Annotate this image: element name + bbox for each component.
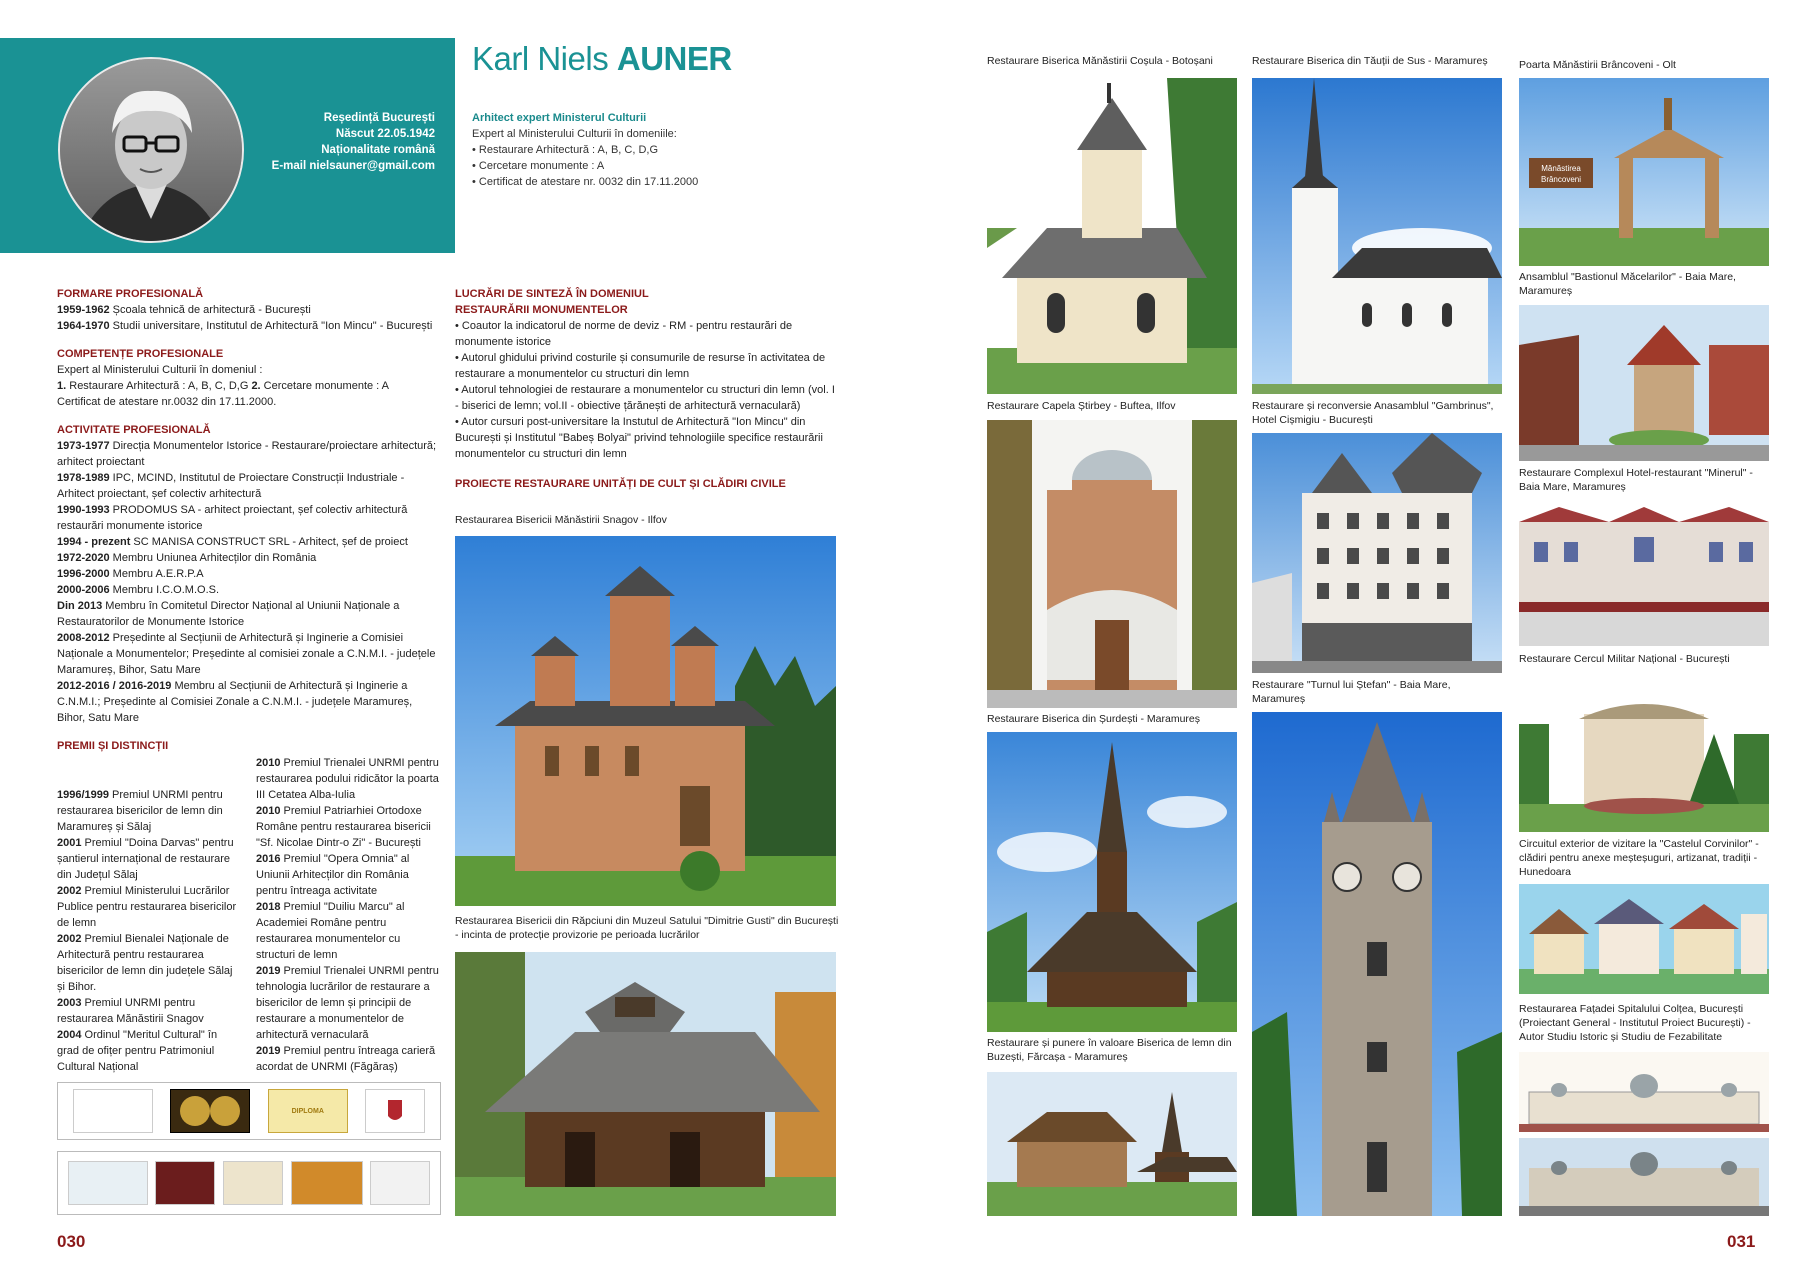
medal-thumbnail: [170, 1089, 250, 1133]
certificate-thumbnail: [223, 1161, 283, 1205]
text-line: Certificat de atestare nr.0032 din 17.11.2000.: [57, 396, 277, 408]
list-item: 2002 Premiul Bienalei Naționale de Arhitectură pentru restaurarea bisericilor de lemn din județele Sălaj și Bihor.: [57, 933, 233, 993]
list-item: 1994 - prezent SC MANISA CONSTRUCT SRL - Arhitect, șef de proiect: [57, 536, 408, 548]
expert-line: • Cercetare monumente : A: [472, 160, 605, 172]
church-photo: [455, 952, 836, 1216]
church-photo: [1252, 78, 1502, 394]
church-photo: [987, 78, 1237, 394]
expert-line: • Restaurare Arhitectură : A, B, C, D,G: [472, 144, 659, 156]
list-item: 2000-2006 Membru I.C.O.M.O.S.: [57, 584, 220, 596]
page-title: Karl Niels AUNER: [472, 40, 732, 77]
section-heading: PROIECTE RESTAURARE UNITĂȚI DE CULT ȘI CLĂDIRI CIVILE: [455, 478, 786, 490]
list-item: 1964-1970 Studii universitare, Institutul de Arhitectură "Ion Mincu" - București: [57, 320, 433, 332]
list-item: 1990-1993 PRODOMUS SA - arhitect proiectant, șef colectiv arhitectură restaurări monumente istorice: [57, 504, 408, 532]
award-images-row-2: [57, 1151, 441, 1215]
list-item: 1972-2020 Membru Uniunea Arhitecților din România: [57, 552, 317, 564]
caption: Restaurare Capela Știrbey - Buftea, Ilfov: [987, 400, 1176, 412]
sign-text: Brâncoveni: [1540, 175, 1582, 184]
list-item: 2002 Premiul Ministerului Lucrărilor Publice pentru restaurarea bisericilor de lemn: [57, 885, 237, 929]
awards-list-b: [256, 755, 442, 1075]
profile-details: [272, 110, 435, 174]
gate-photo: [1519, 78, 1769, 266]
caption: Restaurare Biserica Mănăstirii Coșula - Botoșani: [987, 55, 1213, 67]
caption: Restaurare și punere în valoare Biserica de lemn din Buzești, Fărcașa - Maramureș: [987, 1037, 1232, 1063]
list-item: 2012-2016 / 2016-2019 Membru al Secțiunii de Arhitectură și Inginerie a C.N.M.I.; Președinte al Comisiei Zonale a C.N.M.I. - județele Maramureș, Bihor, Satu Mare: [57, 680, 413, 724]
diploma-thumbnail: [155, 1161, 215, 1205]
drawing: [1519, 1052, 1769, 1132]
certificate-thumbnail: [68, 1161, 148, 1205]
page-number-left: 030: [57, 1232, 86, 1251]
list-item: 2008-2012 Președinte al Secțiunii de Arhitectură și Inginerie a Comisiei Naționale a Monumentelor; Președinte al comisiei zonale a C.N.M.I. - județele Maramureș, Bihor, Satu Mare: [57, 632, 436, 676]
expert-line: • Certificat de atestare nr. 0032 din 17.11.2000: [472, 176, 699, 188]
text-line: 1. Restaurare Arhitectură : A, B, C, D,G 2. Cercetare monumente : A: [57, 380, 390, 392]
portrait-photo: [60, 59, 242, 241]
nationality: Naționalitate română: [321, 144, 435, 156]
sign-text: Mănăstirea: [1541, 164, 1581, 173]
caption: Restaurarea Bisericii Mănăstirii Snagov - Ilfov: [455, 514, 667, 526]
list-item: 2016 Premiul "Opera Omnia" al Uniunii Arhitecților din România pentru întreaga activitate: [256, 853, 410, 897]
residence: Reședință București: [323, 112, 435, 124]
caption: Restaurare și reconversie Anasamblul "Gambrinus", Hotel Cișmigiu - București: [1252, 400, 1494, 426]
born: Născut 22.05.1942: [335, 128, 435, 140]
section-heading: LUCRĂRI DE SINTEZĂ ÎN DOMENIUL RESTAURĂRII MONUMENTELOR: [455, 288, 649, 316]
caption: Restaurare Complexul Hotel-restaurant "Minerul" - Baia Mare, Maramureș: [1519, 467, 1753, 493]
bullet-item: • Autorul ghidului privind costurile și consumurile de resurse în activitatea de restaurare a monumentelor cu structuri din lemn: [455, 352, 826, 380]
email[interactable]: E-mail nielsauner@gmail.com: [271, 160, 435, 172]
bullet-item: • Autor cursuri post-universitare la Instutul de Arhitectură "Ion Mincu" din București și Institutul "Babeș Bolyai" privind tehnologiile specifice restaurării monumentelor cu structuri din lemn: [455, 416, 823, 460]
caption: Restaurare Biserica din Tăuții de Sus - Maramureș: [1252, 55, 1488, 67]
award-images-row-1: [57, 1082, 441, 1140]
building-photo: [1519, 1138, 1769, 1216]
text-line: Expert al Ministerului Culturii în domeniul :: [57, 364, 263, 376]
certificate-thumbnail: [365, 1089, 425, 1133]
drawing: [1519, 884, 1769, 994]
building-photo: [1519, 502, 1769, 646]
church-photo: [987, 1072, 1237, 1216]
diploma-thumbnail: DIPLOMA: [268, 1089, 348, 1133]
column-left: [57, 286, 442, 754]
list-item: 1978-1989 IPC, MCIND, Institutul de Proiectare Construcții Industriale - Arhitect proiectant, șef colectiv arhitectură: [57, 472, 405, 500]
section-heading: ACTIVITATE PROFESIONALĂ: [57, 424, 211, 436]
list-item: 2018 Premiul "Duiliu Marcu" al Academiei Române pentru restaurarea monumentelor cu structuri de lemn: [256, 901, 405, 961]
awards-list-a: [57, 787, 242, 1075]
list-item: 2019 Premiul Trienalei UNRMI pentru tehnologia lucrărilor de restaurare a bisericilor de lemn și principii de restaurare a monumentelor de arhitectură vernaculară: [256, 965, 439, 1041]
list-item: 2003 Premiul UNRMI pentru restaurarea Mănăstirii Snagov: [57, 997, 204, 1025]
building-photo: [1519, 674, 1769, 832]
certificate-thumbnail: [370, 1161, 430, 1205]
list-item: 2001 Premiul "Doina Darvas" pentru șantierul internațional de restaurare din Județul Sălaj: [57, 837, 234, 881]
award-thumbnail: [291, 1161, 363, 1205]
caption: Restaurarea Fațadei Spitalului Colțea, București (Proiectant General - Institutul Proiect București) - Autor Studiu Istoric și Studiu de Fezabilitate: [1519, 1003, 1751, 1043]
caption: Restaurare Biserica din Șurdești - Maramureș: [987, 713, 1200, 725]
caption: Restaurare Cercul Militar Național - București: [1519, 653, 1730, 665]
caption: Ansamblul "Bastionul Măcelarilor" - Baia Mare, Maramureș: [1519, 271, 1736, 297]
expert-line: Expert al Ministerului Culturii în domeniile:: [472, 128, 677, 140]
list-item: 2004 Ordinul "Meritul Cultural" în grad de ofițer pentru Patrimoniul Cultural Național: [57, 1029, 218, 1073]
bullet-item: • Autorul tehnologiei de restaurare a monumentelor cu structuri din lemn (vol. I - biserici de lemn; vol.II - obiective țărănești de arhitectură vernaculară): [455, 384, 835, 412]
page-number-right: 031: [1727, 1232, 1756, 1251]
church-photo: [987, 732, 1237, 1032]
caption: Restaurare "Turnul lui Ștefan" - Baia Mare, Maramureș: [1252, 679, 1451, 705]
list-item: 2019 Premiul pentru întreaga carieră acordat de UNRMI (Făgăraș): [256, 1045, 436, 1073]
list-item: 1973-1977 Direcția Monumentelor Istorice - Restaurare/proiectare arhitectură; arhitect proiectant: [57, 440, 437, 468]
avatar: [58, 57, 244, 243]
diploma-thumbnail: [73, 1089, 153, 1133]
caption: Circuitul exterior de vizitare la "Castelul Corvinilor" - clădiri pentru anexe meșteșuguri, artizanat, tradiții - Hunedoara: [1519, 838, 1759, 878]
building-photo: [1519, 305, 1769, 461]
section-heading: COMPETENȚE PROFESIONALE: [57, 348, 224, 360]
section-heading: PREMII ȘI DISTINCȚII: [57, 740, 169, 752]
column-middle: [455, 286, 835, 492]
list-item: 2010 Premiul Trienalei UNRMI pentru restaurarea podului ridicător la poarta III Cetatea Alba-Iulia: [256, 757, 439, 801]
expert-title: Arhitect expert Ministerul Culturii: [472, 112, 647, 124]
building-photo: [1252, 433, 1502, 673]
bullet-item: • Coautor la indicatorul de norme de deviz - RM - pentru restaurări de monumente istorice: [455, 320, 793, 348]
expert-block: [472, 110, 712, 190]
list-item: 1996-2000 Membru A.E.R.P.A: [57, 568, 204, 580]
caption: Poarta Mănăstirii Brâncoveni - Olt: [1519, 59, 1676, 71]
church-photo: [455, 536, 836, 906]
tower-photo: [1252, 712, 1502, 1216]
church-photo: [987, 420, 1237, 708]
section-heading: FORMARE PROFESIONALĂ: [57, 288, 204, 300]
list-item: 1996/1999 Premiul UNRMI pentru restaurarea bisericilor de lemn din Maramureș și Sălaj: [57, 789, 223, 833]
list-item: 1959-1962 Școala tehnică de arhitectură - București: [57, 304, 311, 316]
caption: Restaurarea Bisericii din Răpciuni din Muzeul Satului "Dimitrie Gusti" din București - incinta de protecție provizorie pe perioada lucrărilor: [455, 915, 839, 941]
list-item: Din 2013 Membru în Comitetul Director Național al Uniunii Naționale a Restauratorilor de Monumente Istorice: [57, 600, 400, 628]
list-item: 2010 Premiul Patriarhiei Ortodoxe Române pentru restaurarea bisericii "Sf. Nicolae Dintr-o Zi" - București: [256, 805, 431, 849]
